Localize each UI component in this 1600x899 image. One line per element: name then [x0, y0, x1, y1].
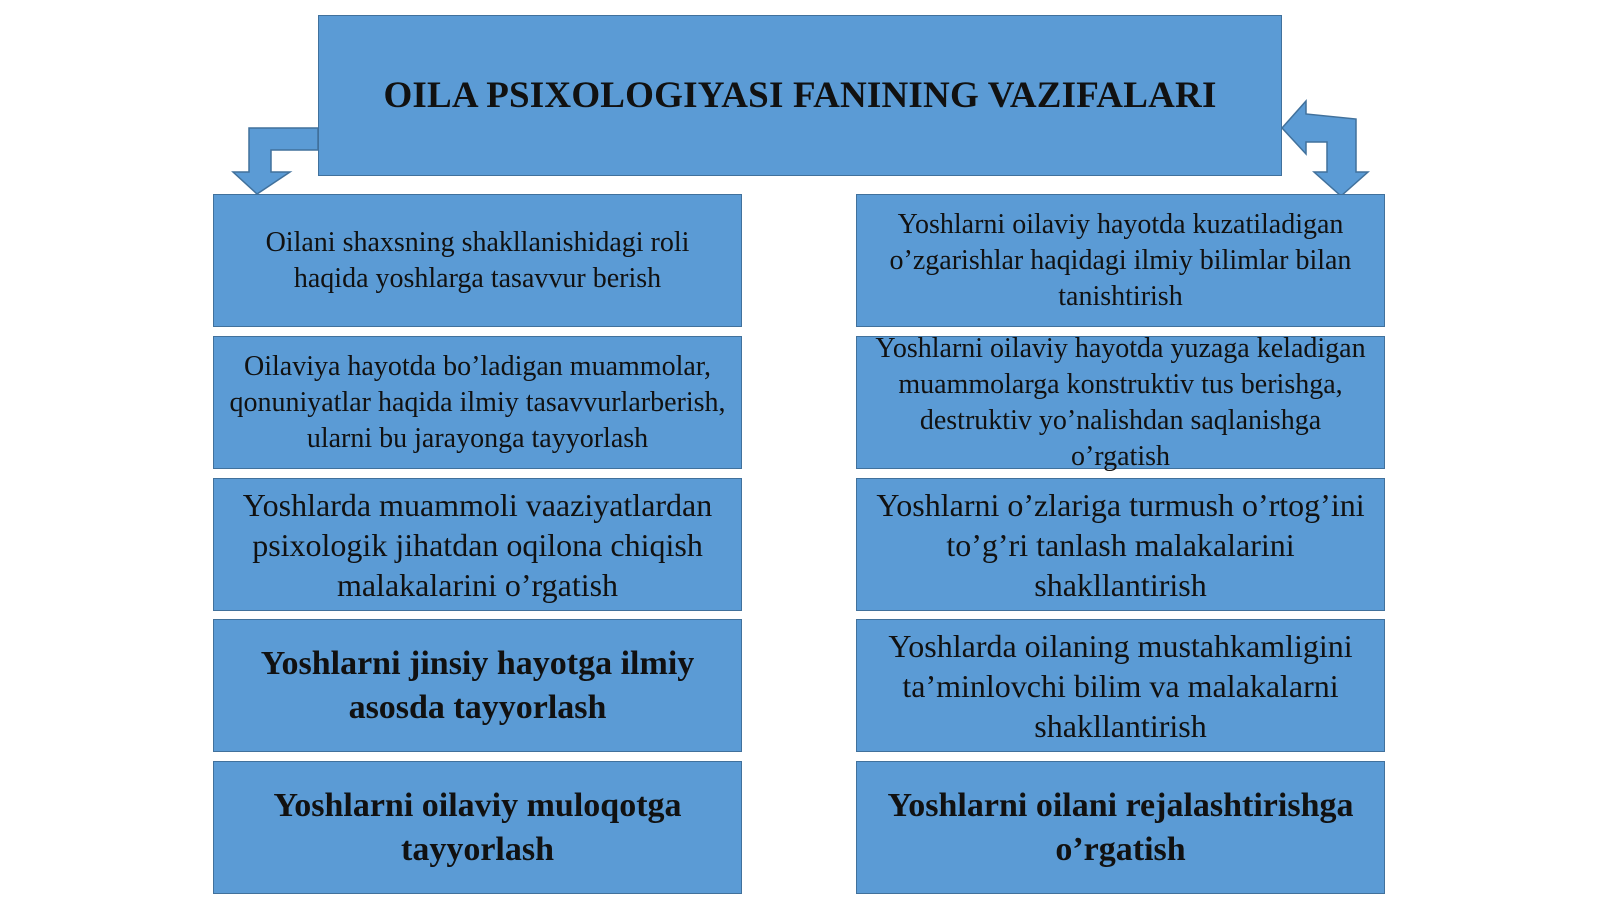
right-item-4 [856, 619, 1385, 752]
left-item-1-text: Oilani shaxsning shakllanishidagi roli haqida yoshlarga tasavvur berish [265, 226, 690, 294]
diagram-title-box [318, 15, 1282, 176]
left-bent-arrow-icon [233, 128, 318, 194]
right-item-3-text: Yoshlarni o’zlariga turmush o’rtog’ini to’g’ri tanlash malakalarini shakllantirish [876, 486, 1365, 603]
right-item-4-text: Yoshlarda oilaning mustahkamligini ta’minlovchi bilim va malakalarni shakllantirish [888, 627, 1353, 744]
right-item-5 [856, 761, 1385, 894]
right-item-3 [856, 478, 1385, 611]
right-item-1 [856, 194, 1385, 327]
left-item-5 [213, 761, 742, 894]
left-item-1 [213, 194, 742, 327]
diagram-title: OILA PSIXOLOGIYASI FANINING VAZIFALARI [383, 75, 1217, 116]
left-item-5-text: Yoshlarni oilaviy muloqotga tayyorlash [273, 786, 682, 868]
right-item-2 [856, 332, 1385, 472]
right-item-1-text: Yoshlarni oilaviy hayotda kuzatiladigan o’zgarishlar haqidagi ilmiy bilimlar bilan tanishtirish [889, 208, 1352, 312]
left-item-3 [213, 478, 742, 611]
left-item-4-text: Yoshlarni jinsiy hayotga ilmiy asosda tayyorlash [260, 644, 695, 726]
left-item-4 [213, 619, 742, 752]
right-item-5-text: Yoshlarni oilani rejalashtirishga o’rgatish [887, 786, 1354, 868]
left-item-3-text: Yoshlarda muammoli vaaziyatlardan psixologik jihatdan oqilona chiqish malakalarini o’rgatish [242, 486, 713, 603]
right-item-2-text: Yoshlarni oilaviy hayotda yuzaga keladigan muammolarga konstruktiv tus berishga, destruktiv yo’nalishdan saqlanishga o’rgatish [875, 332, 1366, 472]
right-uturn-arrow-icon [1282, 101, 1368, 196]
left-item-2 [213, 336, 742, 469]
left-item-2-text: Oilaviya hayotda bo’ladigan muammolar, qonuniyatlar haqida ilmiy tasavvurlarberish, ularni bu jarayonga tayyorlash [229, 350, 726, 454]
